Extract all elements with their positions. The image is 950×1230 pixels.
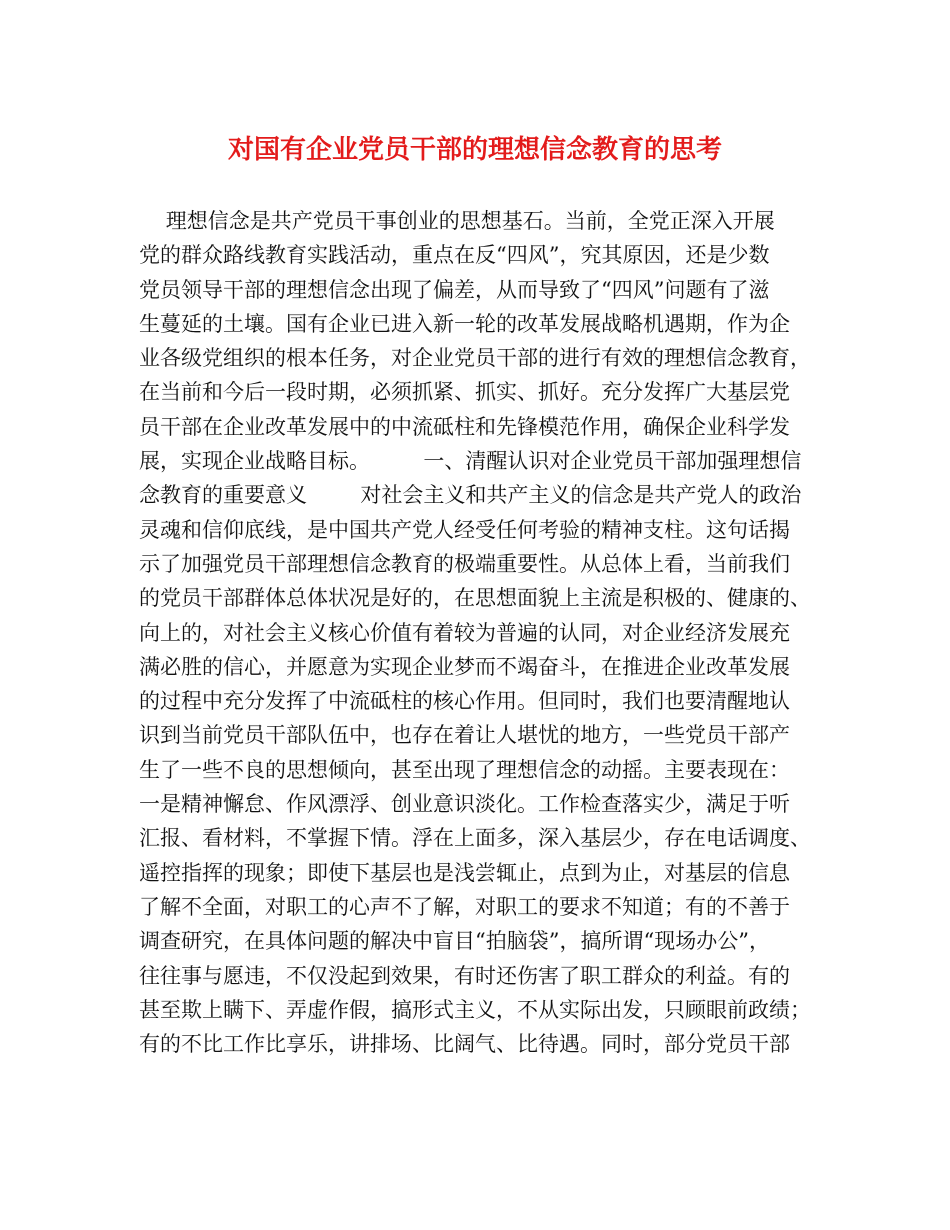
body-line: 汇报、看材料，不掌握下情。浮在上面多，深入基层少，存在电话调度、 [139, 826, 811, 851]
body-line: 理想信念是共产党员干事创业的思想基石。当前，全党正深入开展 [139, 209, 775, 233]
body-line: 识到当前党员干部队伍中，也存在着让人堪忧的地方，一些党员干部产 [139, 723, 790, 748]
body-line: 了解不全面，对职工的心声不了解，对职工的要求不知道；有的不善于 [139, 894, 790, 919]
body-line: 灵魂和信仰底线，是中国共产党人经受任何考验的精神支柱。这句话揭 [139, 517, 790, 542]
body-line: 党员领导干部的理想信念出现了偏差，从而导致了“四风”问题有了滋 [139, 277, 770, 302]
body-line: 满必胜的信心，并愿意为实现企业梦而不竭奋斗，在推进企业改革发展 [139, 654, 790, 679]
body-line: 的党员干部群体总体状况是好的，在思想面貌上主流是积极的、健康的、 [139, 586, 811, 611]
body-line: 向上的，对社会主义核心价值有着较为普遍的认同，对企业经济发展充 [139, 620, 790, 645]
body-line: 遥控指挥的现象；即使下基层也是浅尝辄止，点到为止，对基层的信息 [139, 860, 790, 885]
body-line: 甚至欺上瞒下、弄虚作假，搞形式主义，不从实际出发，只顾眼前政绩； [139, 997, 811, 1022]
body-line: 员干部在企业改革发展中的中流砥柱和先锋模范作用，确保企业科学发 [139, 414, 790, 439]
body-line: 有的不比工作比享乐，讲排场、比阔气、比待遇。同时，部分党员干部 [139, 1032, 790, 1057]
body-line: 党的群众路线教育实践活动，重点在反“四风”，究其原因，还是少数 [139, 243, 770, 268]
body-line: 在当前和今后一段时期，必须抓紧、抓实、抓好。充分发挥广大基层党 [139, 380, 790, 405]
document-body [139, 204, 824, 1061]
body-line: 往往事与愿违，不仅没起到效果，有时还伤害了职工群众的利益。有的 [139, 963, 790, 988]
body-line: 调查研究，在具体问题的解决中盲目“拍脑袋”，搞所谓“现场办公”， [139, 929, 770, 954]
body-line: 展，实现企业战略目标。 一、清醒认识对企业党员干部加强理想信 [139, 449, 802, 474]
body-line: 一是精神懈怠、作风漂浮、创业意识淡化。工作检查落实少，满足于听 [139, 792, 790, 817]
body-line: 生了一些不良的思想倾向，甚至出现了理想信念的动摇。主要表现在： [139, 757, 790, 782]
body-line: 业各级党组织的根本任务，对企业党员干部的进行有效的理想信念教育， [139, 346, 811, 371]
body-line: 示了加强党员干部理想信念教育的极端重要性。从总体上看，当前我们 [139, 551, 790, 576]
body-line: 念教育的重要意义 对社会主义和共产主义的信念是共产党人的政治 [139, 483, 802, 508]
body-line: 的过程中充分发挥了中流砥柱的核心作用。但同时，我们也要清醒地认 [139, 689, 790, 714]
document-title: 对国有企业党员干部的理想信念教育的思考 [227, 135, 722, 165]
body-line: 生蔓延的土壤。国有企业已进入新一轮的改革发展战略机遇期，作为企 [139, 311, 790, 336]
